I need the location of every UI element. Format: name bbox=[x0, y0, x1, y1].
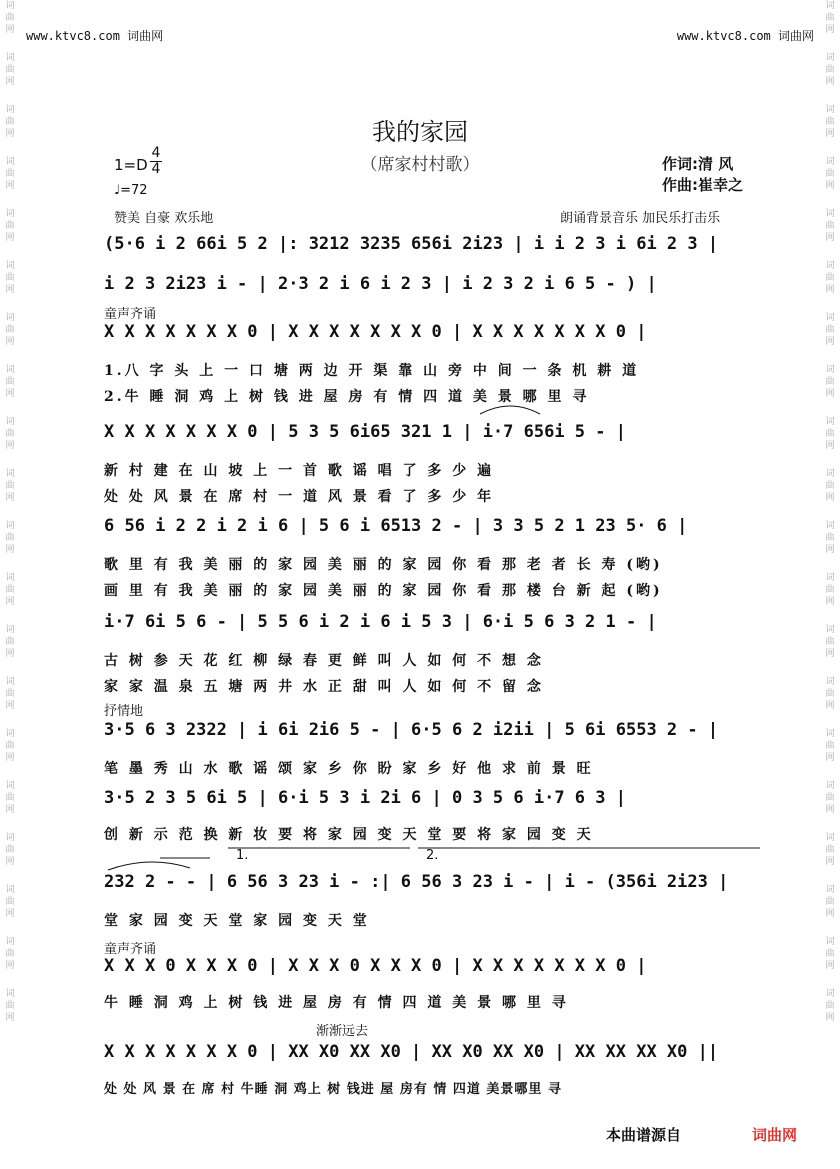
song-title: 我的家园 bbox=[372, 118, 468, 146]
lyric-line: 处 处 风 景 在 席 村 一 道 风 景 看 了 多 少 年 bbox=[104, 489, 495, 505]
score-row: X X X X X X X 0 | XX X0 XX X0 | XX X0 XX X0 | XX XX XX X0 || bbox=[104, 1042, 719, 1062]
score-row: 3·5 2 3 5 6i 5 | 6·i 5 3 i 2i 6 | 0 3 5 6 i·7 6 3 | bbox=[104, 788, 626, 808]
composer: 作曲:崔幸之 bbox=[662, 176, 743, 194]
source-label: 本曲谱源自 bbox=[606, 1126, 682, 1144]
lyric-line: 笔 墨 秀 山 水 歌 谣 颂 家 乡 你 盼 家 乡 好 他 求 前 景 旺 bbox=[104, 761, 594, 777]
brand-link[interactable]: 词曲网 bbox=[752, 1126, 798, 1144]
site-link-right[interactable]: www.ktvc8.com 词曲网 bbox=[676, 29, 814, 43]
site-link-left[interactable]: www.ktvc8.com 词曲网 bbox=[26, 29, 164, 43]
chorus-mark-1: 童声齐诵 bbox=[104, 307, 157, 322]
score-row: i 2 3 2i23 i - | 2·3 2 i 6 i 2 3 | i 2 3 2 i 6 5 - ) | bbox=[104, 274, 657, 294]
score-row: 6 56 i 2 2 i 2 i 6 | 5 6 i 6513 2 - | 3 3 5 2 1 23 5· 6 | bbox=[104, 516, 688, 536]
score-row: X X X X X X X 0 | X X X X X X X 0 | X X X X X X X 0 | bbox=[104, 322, 647, 342]
lyricist: 作词:清 风 bbox=[662, 155, 734, 173]
lyric-line: 画 里 有 我 美 丽 的 家 园 美 丽 的 家 园 你 看 那 楼 台 新 起 (哟) bbox=[104, 583, 663, 599]
chorus-mark-2: 童声齐诵 bbox=[104, 942, 157, 957]
watermark-left: 词曲网 词曲网 词曲网 词曲网 词曲网 词曲网 词曲网 词曲网 词曲网 词曲网 词曲网 词曲网 词曲网 词曲网 词曲网 词曲网 词曲网 词曲网 词曲网 词曲网 bbox=[5, 1, 15, 1023]
slur bbox=[480, 406, 540, 414]
lyric-line: 2.牛 睡 洞 鸡 上 树 钱 进 屋 房 有 情 四 道 美 景 哪 里 寻 bbox=[104, 389, 590, 405]
fade-mark: 渐渐远去 bbox=[316, 1024, 369, 1039]
score-row: X X X 0 X X X 0 | X X X 0 X X X 0 | X X X X X X X 0 | bbox=[104, 956, 647, 976]
style-mark: 赞美 自豪 欢乐地 bbox=[114, 211, 214, 226]
volta-1: 1. bbox=[236, 848, 249, 863]
lyric-line: 古 树 参 天 花 红 柳 绿 春 更 鲜 叫 人 如 何 不 想 念 bbox=[104, 653, 544, 669]
slur bbox=[108, 862, 190, 870]
quarter-note-icon: ♩ bbox=[114, 183, 121, 198]
lyric-line: 创 新 示 范 换 新 妆 要 将 家 园 变 天 堂 要 将 家 园 变 天 bbox=[104, 827, 594, 843]
lyric-line: 新 村 建 在 山 坡 上 一 首 歌 谣 唱 了 多 少 遍 bbox=[104, 463, 495, 479]
score-row: X X X X X X X 0 | 5 3 5 6i65 321 1 | i·7 656i 5 - | bbox=[104, 422, 626, 442]
lyric-line: 牛 睡 洞 鸡 上 树 钱 进 屋 房 有 情 四 道 美 景 哪 里 寻 bbox=[104, 995, 569, 1011]
lyric-line: 歌 里 有 我 美 丽 的 家 园 美 丽 的 家 园 你 看 那 老 者 长 寿 (哟) bbox=[104, 557, 663, 573]
background-mark: 朗诵背景音乐 加民乐打击乐 bbox=[560, 211, 721, 226]
lyric-line: 1.八 字 头 上 一 口 塘 两 边 开 渠 靠 山 旁 中 间 一 条 机 耕 道 bbox=[104, 363, 640, 379]
volta-2: 2. bbox=[426, 848, 439, 863]
lyrical-mark: 抒情地 bbox=[104, 704, 144, 719]
key-signature: 1=D bbox=[114, 156, 148, 174]
score-row: (5·6 i 2 66i 5 2 |: 3212 3235 656i 2i23 | i i 2 3 i 6i 2 3 | bbox=[104, 234, 719, 254]
time-signature: 4 4 bbox=[151, 145, 161, 177]
song-subtitle: （席家村村歌） bbox=[360, 155, 480, 175]
lyric-line: 堂 家 园 变 天 堂 家 园 变 天 堂 bbox=[104, 913, 370, 929]
tempo: ♩=72 bbox=[114, 183, 148, 198]
score-row: i·7 6i 5 6 - | 5 5 6 i 2 i 6 i 5 3 | 6·i 5 6 3 2 1 - | bbox=[104, 612, 657, 632]
score-row: 3·5 6 3 2322 | i 6i 2i6 5 - | 6·5 6 2 i2ii | 5 6i 6553 2 - | bbox=[104, 720, 719, 740]
watermark-right: 词曲网 词曲网 词曲网 词曲网 词曲网 词曲网 词曲网 词曲网 词曲网 词曲网 词曲网 词曲网 词曲网 词曲网 词曲网 词曲网 词曲网 词曲网 词曲网 词曲网 bbox=[825, 1, 835, 1023]
lyric-line: 处 处 风 景 在 席 村 牛睡 洞 鸡上 树 钱进 屋 房有 情 四道 美景哪里 寻 bbox=[104, 1082, 562, 1097]
lyric-line: 家 家 温 泉 五 塘 两 井 水 正 甜 叫 人 如 何 不 留 念 bbox=[104, 679, 544, 695]
score-row: 232 2 - - | 6 56 3 23 i - :| 6 56 3 23 i - | i - (356i 2i23 | bbox=[104, 872, 729, 892]
